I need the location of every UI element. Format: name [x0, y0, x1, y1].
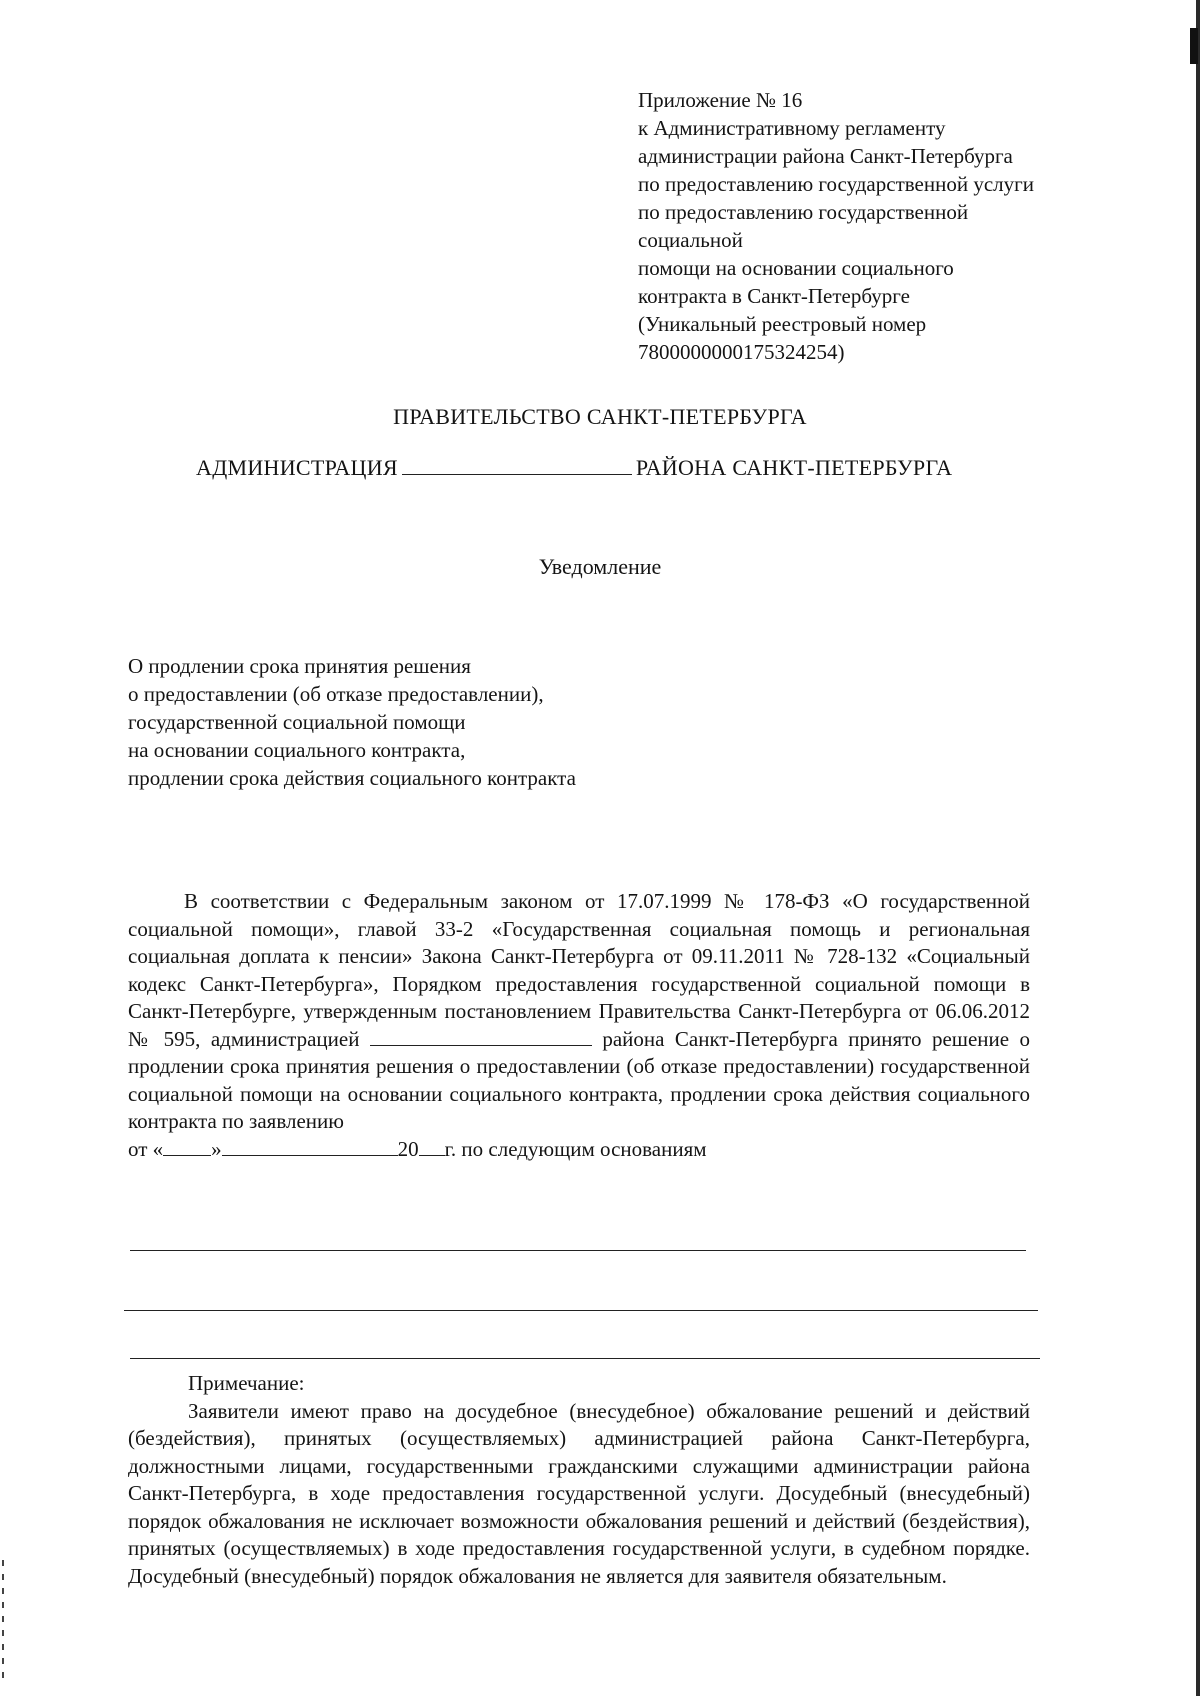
administration-prefix: АДМИНИСТРАЦИЯ — [196, 455, 398, 480]
appendix-line: по предоставлению государственной услуги — [638, 172, 1034, 196]
date-suffix: г. по следующим основаниям — [444, 1136, 707, 1161]
district-inline-blank[interactable] — [370, 1027, 592, 1046]
appendix-block — [638, 86, 1118, 366]
subject-line: продлении срока действия социального контракта — [128, 766, 576, 790]
subject-line: на основании социального контракта, — [128, 738, 466, 762]
appendix-line: социальной — [638, 228, 743, 252]
notice-title: Уведомление — [538, 554, 662, 579]
appendix-line: к Административному регламенту — [638, 116, 946, 140]
appendix-line: Приложение № 16 — [638, 88, 803, 112]
appendix-line: контракта в Санкт-Петербурге — [638, 284, 910, 308]
government-heading: ПРАВИТЕЛЬСТВО САНКТ-ПЕТЕРБУРГА — [393, 404, 807, 429]
note-text: Заявители имеют право на досудебное (внесудебное) обжалование решений и действий (бездействия), принятых (осуществляемых) администрацией района Санкт-Петербурга, должностными лицами, государственными гражданскими служащими администрации района Санкт-Петербурга, в ходе предоставления государственной услуги. Досудебный (внесудебный) порядок обжалования не исключает возможности обжалования решений и действий (бездействия), принятых (осуществляемых) в ходе предоставления государственной услуги, в судебном порядке. Досудебный (внесудебный) порядок обжалования не является для заявителя обязательным. — [128, 1398, 1030, 1588]
grounds-line-1[interactable] — [130, 1250, 1026, 1251]
date-mid: » — [211, 1136, 222, 1161]
scan-edge-mark — [1190, 28, 1198, 64]
grounds-line-2[interactable] — [124, 1310, 1038, 1311]
appendix-line: по предоставлению государственной — [638, 200, 969, 224]
appendix-line: помощи на основании социального — [638, 256, 954, 280]
date-prefix: от « — [128, 1136, 164, 1161]
note-block — [128, 1370, 1030, 1590]
date-year-prefix: 20 — [397, 1136, 419, 1161]
date-month-blank[interactable] — [222, 1137, 398, 1156]
scan-edge-right — [1196, 0, 1200, 1696]
date-year-blank[interactable] — [419, 1137, 445, 1156]
appendix-line: (Уникальный реестровый номер — [638, 312, 927, 336]
administration-suffix: РАЙОНА САНКТ-ПЕТЕРБУРГА — [635, 455, 953, 480]
subject-line: государственной социальной помощи — [128, 710, 466, 734]
subject-line: О продлении срока принятия решения — [128, 654, 471, 678]
body-text-part2: района Санкт-Петербурга принято решение о продлении срока принятия решения о предоставлении (об отказе предоставлении) государственной социальной помощи на основании социального контракта, продлении срока действия социального контракта по заявлению — [128, 1026, 1031, 1133]
subject-block — [128, 652, 576, 792]
date-day-blank[interactable] — [163, 1137, 211, 1156]
appendix-line: администрации района Санкт-Петербурга — [638, 144, 1013, 168]
administration-heading — [196, 454, 952, 481]
grounds-line-3[interactable] — [130, 1358, 1040, 1359]
scan-edge-left — [2, 1560, 4, 1680]
body-text-part1: В соответствии с Федеральным законом от 17.07.1999 № 178-ФЗ «О государственной социальной помощи», главой 33-2 «Государственная социальная помощь и региональная социальная доплата к пенсии» Закона Санкт-Петербурга от 09.11.2011 № 728-132 «Социальный кодекс Санкт-Петербурга», Порядком предоставления государственной социальной помощи в Санкт-Петербурге, утвержденным постановлением Правительства Санкт-Петербурга от 06.06.2012 № 595, администрацией — [128, 889, 1030, 1051]
subject-line: о предоставлении (об отказе предоставлении), — [128, 682, 544, 706]
note-label: Примечание: — [188, 1371, 305, 1395]
body-paragraph — [128, 888, 1030, 1163]
district-blank-field[interactable] — [402, 454, 632, 475]
appendix-line: 7800000000175324254) — [638, 340, 845, 364]
